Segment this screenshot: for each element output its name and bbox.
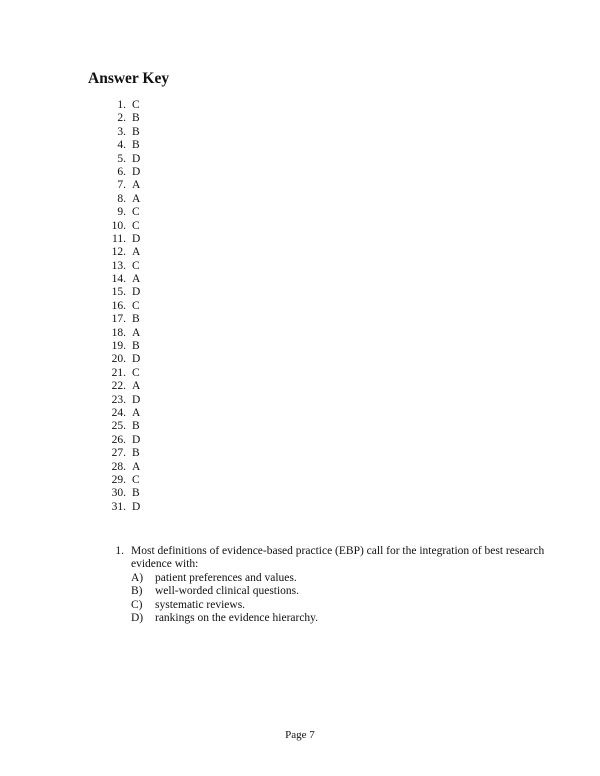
answer-key-item: [104, 327, 140, 340]
option-text: systematic reviews.: [155, 598, 246, 611]
answer-letter: B: [132, 112, 140, 125]
answer-key-item: [104, 233, 140, 246]
answer-key-item: [104, 286, 140, 299]
answer-letter: C: [132, 219, 140, 232]
answer-number: 28.: [111, 460, 126, 473]
answer-number: 14.: [111, 273, 126, 286]
answer-letter: A: [132, 246, 141, 259]
answer-number: 6.: [117, 165, 126, 178]
answer-letter: D: [132, 232, 141, 245]
answer-key-item: [104, 380, 140, 393]
answer-number: 4.: [117, 139, 126, 152]
option-letter: A): [131, 571, 144, 584]
answer-key-item: [104, 99, 140, 112]
answer-letter: D: [132, 286, 141, 299]
answer-number: 29.: [111, 473, 126, 486]
answer-letter: D: [132, 165, 141, 178]
answer-letter: B: [132, 447, 140, 460]
answer-letter: C: [132, 299, 140, 312]
answer-number: 31.: [111, 500, 126, 513]
answer-letter: B: [132, 139, 140, 152]
answer-letter: C: [132, 99, 140, 111]
answer-number: 17.: [111, 313, 126, 326]
answer-number: 22.: [111, 380, 126, 393]
answer-key-item: [104, 353, 140, 366]
answer-letter: B: [132, 313, 140, 326]
option-letter: C): [131, 598, 143, 611]
answer-letter: C: [132, 473, 140, 486]
answer-letter: A: [132, 406, 141, 419]
answer-letter: A: [132, 273, 141, 286]
question-block: [110, 545, 550, 625]
answer-key-item: [104, 501, 140, 514]
answer-key-item: [104, 487, 140, 500]
answer-number: 13.: [111, 259, 126, 272]
answer-number: 30.: [111, 487, 126, 500]
answer-key-item: [104, 153, 140, 166]
answer-letter: A: [132, 192, 141, 205]
answer-number: 27.: [111, 447, 126, 460]
answer-number: 7.: [117, 179, 126, 192]
option-text: well-worded clinical questions.: [155, 585, 300, 598]
answer-letter: C: [132, 366, 140, 379]
answer-key-item: [104, 193, 140, 206]
answer-key-item: [104, 126, 140, 139]
answer-key-item: [104, 220, 140, 233]
option-text: rankings on the evidence hierarchy.: [155, 611, 319, 624]
answer-key-item: [104, 112, 140, 125]
answer-letter: B: [132, 340, 140, 353]
answer-key-item: [104, 246, 140, 259]
answer-key-item: [104, 300, 140, 313]
answer-key-item: [104, 313, 140, 326]
answer-letter: C: [132, 206, 140, 219]
answer-letter: D: [132, 353, 141, 366]
question-number: 1.: [115, 545, 124, 557]
answer-number: 15.: [111, 286, 126, 299]
answer-letter: D: [132, 433, 141, 446]
answer-number: 11.: [112, 232, 126, 245]
answer-letter: A: [132, 179, 141, 192]
answer-number: 5.: [117, 152, 126, 165]
answer-letter: B: [132, 420, 140, 433]
answer-letter: D: [132, 393, 141, 406]
option-c: [131, 599, 550, 612]
answer-letter: A: [132, 380, 141, 393]
answer-key-item: [104, 260, 140, 273]
option-text: patient preferences and values.: [155, 571, 297, 584]
answer-key-item: [104, 461, 140, 474]
answer-key-item: [104, 273, 140, 286]
answer-key-item: [104, 166, 140, 179]
option-a: [131, 572, 550, 585]
answer-number: 10.: [111, 219, 126, 232]
answer-number: 26.: [111, 433, 126, 446]
answer-key-item: [104, 179, 140, 192]
answer-number: 3.: [117, 125, 126, 138]
answer-key-item: [104, 139, 140, 152]
question-stem-row: [110, 545, 550, 572]
answer-number: 24.: [111, 406, 126, 419]
option-b: [131, 585, 550, 598]
answer-number: 21.: [111, 366, 126, 379]
answer-letter: C: [132, 259, 140, 272]
answer-key-list: [104, 99, 140, 514]
page-title: Answer Key: [88, 70, 170, 87]
answer-key-item: [104, 447, 140, 460]
option-letter: B): [131, 585, 143, 598]
answer-key-item: [104, 367, 140, 380]
answer-number: 20.: [111, 353, 126, 366]
answer-key-item: [104, 394, 140, 407]
answer-letter: D: [132, 152, 141, 165]
answer-number: 12.: [111, 246, 126, 259]
answer-key-item: [104, 434, 140, 447]
answer-number: 19.: [111, 340, 126, 353]
answer-letter: A: [132, 326, 141, 339]
answer-letter: B: [132, 125, 140, 138]
answer-number: 9.: [117, 206, 126, 219]
answer-key-item: [104, 474, 140, 487]
option-d: [131, 612, 550, 625]
answer-number: 18.: [111, 326, 126, 339]
answer-number: 2.: [117, 112, 126, 125]
answer-number: 8.: [117, 192, 126, 205]
answer-letter: D: [132, 500, 141, 513]
page-number: Page 7: [285, 729, 315, 741]
option-list: [131, 572, 550, 626]
answer-key-item: [104, 407, 140, 420]
answer-number: 16.: [111, 299, 126, 312]
answer-key-item: [104, 340, 140, 353]
answer-letter: A: [132, 460, 141, 473]
answer-letter: B: [132, 487, 140, 500]
answer-key-item: [104, 206, 140, 219]
answer-number: 25.: [111, 420, 126, 433]
option-letter: D): [131, 611, 144, 624]
answer-number: 1.: [117, 99, 126, 111]
answer-key-item: [104, 420, 140, 433]
answer-number: 23.: [111, 393, 126, 406]
question-stem: Most definitions of evidence-based practice (EBP) call for the integration of best research evidence with:: [131, 545, 545, 571]
